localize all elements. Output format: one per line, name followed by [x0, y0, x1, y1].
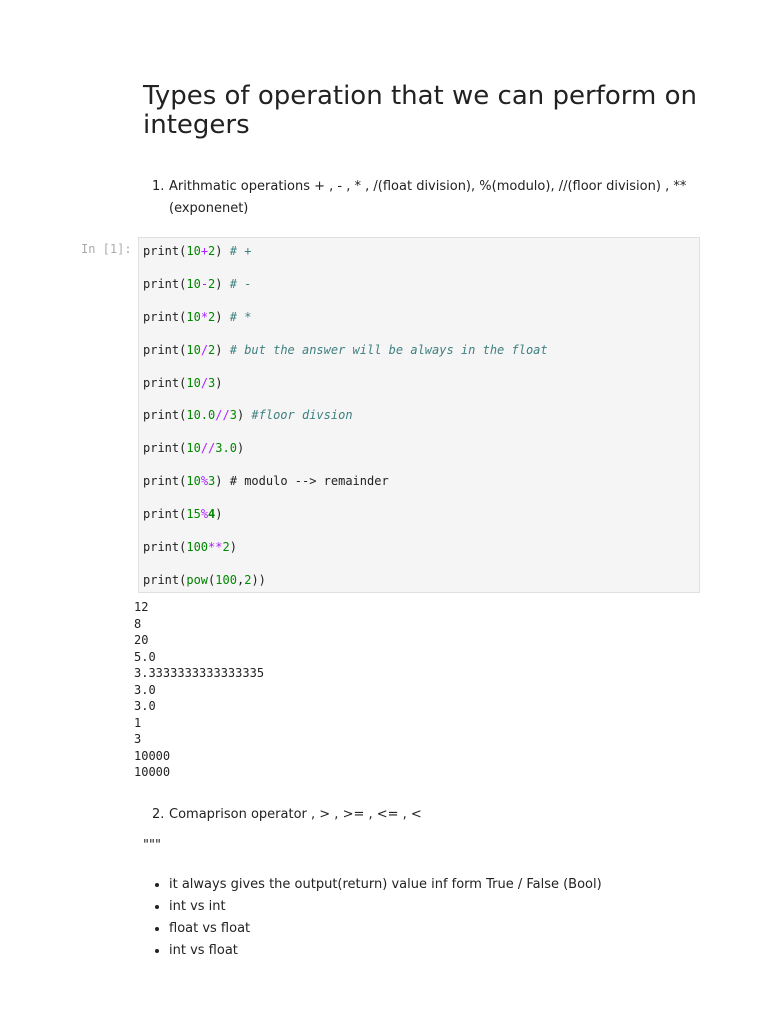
code-line: print(10+2) # + [143, 244, 252, 258]
cell-output: 12 8 20 5.0 3.3333333333333335 3.0 3.0 1 3 10000 10000 [134, 600, 265, 779]
code-line: print(15%4) [143, 507, 223, 521]
list-item: • float vs float [169, 918, 602, 940]
bullet-list [143, 874, 602, 962]
list-item-text: Arithmatic operations + , - , * , /(float division), %(modulo), //(floor division) , **(exponenet) [169, 179, 687, 216]
section-heading: Types of operation that we can perform on integers [143, 81, 697, 140]
code-line: print(100**2) [143, 540, 237, 554]
code-line: print(10//3.0) [143, 441, 245, 455]
code-cell[interactable] [138, 237, 700, 593]
list-item-text: Comaprison operator , > , >= , <= , < [169, 807, 422, 822]
code-line: print(pow(100,2)) [143, 573, 266, 587]
arithmetic-operations-list-item [152, 176, 712, 220]
input-prompt: In [1]: [81, 242, 132, 256]
code-line: print(10*2) # * [143, 310, 252, 324]
code-line: print(10.0//3) #floor divsion [143, 408, 353, 422]
comparison-operator-list-item [152, 804, 712, 826]
code-line: print(10-2) # - [143, 277, 252, 291]
list-item: • it always gives the output(return) value inf form True / False (Bool) [169, 874, 602, 896]
list-number: 1. [152, 179, 165, 194]
code-line: print(10/2) # but the answer will be always in the float [143, 343, 548, 357]
list-number: 2. [152, 807, 165, 822]
list-item: • int vs int [169, 896, 602, 918]
list-item: • int vs float [169, 940, 602, 962]
triple-quotes-text: """ [143, 838, 161, 853]
code-line: print(10/3) [143, 376, 223, 390]
code-line: print(10%3) # modulo --> remainder [143, 474, 389, 488]
